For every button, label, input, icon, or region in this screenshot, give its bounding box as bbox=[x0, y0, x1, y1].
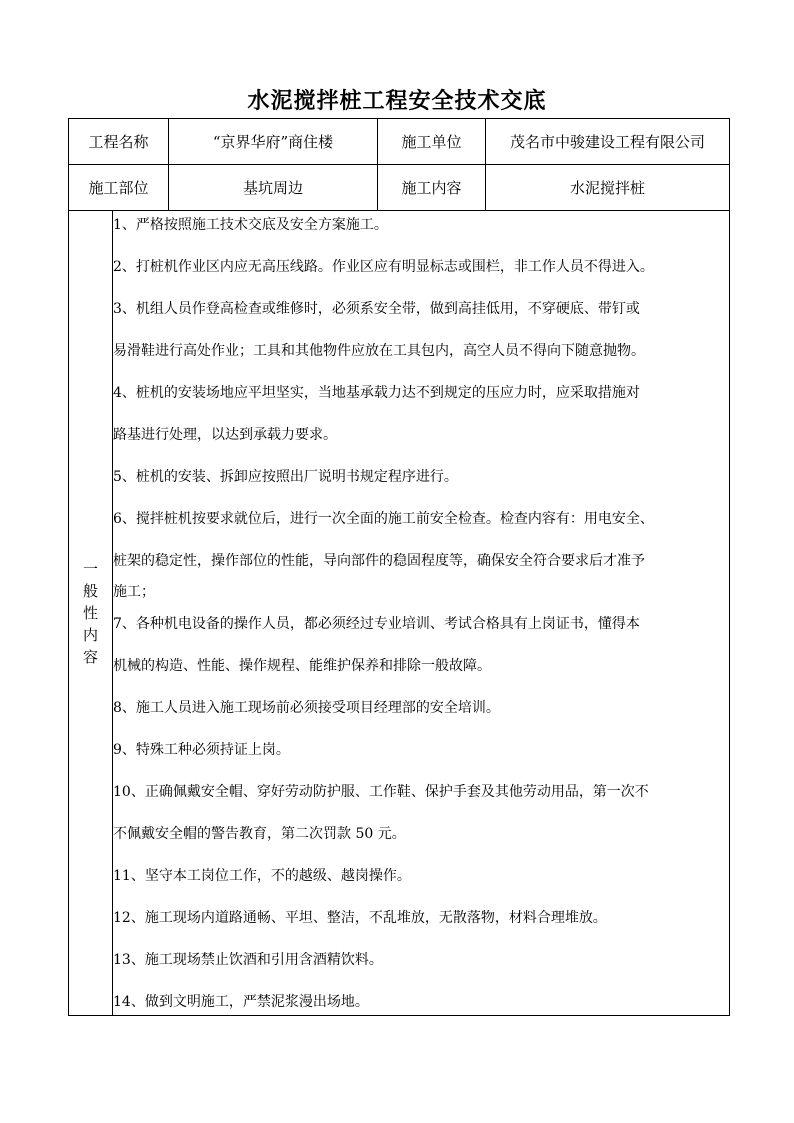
list-item bbox=[113, 740, 729, 760]
work-content-value: 水泥搅拌桩 bbox=[486, 165, 730, 211]
work-location-value: 基坑周边 bbox=[169, 165, 378, 211]
content-cell bbox=[113, 211, 730, 1016]
item-text: 9、特殊工种必须持证上岗。 bbox=[113, 742, 290, 758]
list-item bbox=[113, 950, 729, 970]
list-item bbox=[113, 908, 729, 928]
item-text: 5、桩机的安装、拆卸应按照出厂说明书规定程序进行。 bbox=[113, 469, 458, 485]
list-item bbox=[113, 782, 729, 844]
item-text: 1、严格按照施工技术交底及安全方案施工。 bbox=[113, 217, 388, 233]
item-text-continued: 路基进行处理，以达到承载力要求。 bbox=[113, 427, 337, 443]
disclosure-table bbox=[68, 118, 730, 1016]
item-text-continued: 易滑鞋进行高处作业；工具和其他物件应放在工具包内，高空人员不得向下随意抛物。 bbox=[113, 343, 645, 359]
list-item bbox=[113, 215, 729, 235]
list-item bbox=[113, 509, 729, 602]
item-text-continued: 桩架的稳定性，操作部位的性能，导向部件的稳固程度等，确保安全符合要求后才准予 bbox=[113, 553, 645, 569]
list-item bbox=[113, 383, 729, 445]
document-title: 水泥搅拌桩工程安全技术交底 bbox=[247, 88, 547, 114]
work-location-label: 施工部位 bbox=[69, 165, 169, 211]
item-text: 7、各种机电设备的操作人员，都必须经过专业培训、考试合格具有上岗证书，懂得本 bbox=[113, 616, 640, 632]
content-row bbox=[69, 211, 730, 1016]
item-text-continued: 不佩戴安全帽的警告教育，第二次罚款 50 元。 bbox=[113, 826, 406, 842]
item-text-continued: 机械的构造、性能、操作规程、能维护保养和排除一般故障。 bbox=[113, 658, 491, 674]
item-text: 3、机组人员作登高检查或维修时，必须系安全带，做到高挂低用，不穿硬底、带钉或 bbox=[113, 301, 640, 317]
list-item bbox=[113, 992, 729, 1012]
item-text: 10、正确佩戴安全帽、穿好劳动防护服、工作鞋、保护手套及其他劳动用品，第一次不 bbox=[113, 784, 649, 800]
item-text: 12、施工现场内道路通畅、平坦、整洁，不乱堆放，无散落物，材料合理堆放。 bbox=[113, 910, 607, 926]
project-name-value: “京界华府”商住楼 bbox=[169, 119, 378, 165]
item-text: 11、坚守本工岗位工作，不的越级、越岗操作。 bbox=[113, 868, 411, 884]
header-row-project bbox=[69, 119, 730, 165]
contractor-label: 施工单位 bbox=[378, 119, 486, 165]
header-row-location bbox=[69, 165, 730, 211]
item-text-continued: 施工； bbox=[113, 584, 155, 600]
section-label: 一般性内容 bbox=[82, 560, 98, 666]
item-text: 2、打桩机作业区内应无高压线路。作业区应有明显标志或围栏，非工作人员不得进入。 bbox=[113, 259, 654, 275]
work-content-label: 施工内容 bbox=[378, 165, 486, 211]
contractor-value: 茂名市中骏建设工程有限公司 bbox=[486, 119, 730, 165]
list-item bbox=[113, 299, 729, 361]
item-text: 4、桩机的安装场地应平坦坚实，当地基承载力达不到规定的压应力时，应采取措施对 bbox=[113, 385, 640, 401]
list-item bbox=[113, 467, 729, 487]
item-text: 6、搅拌桩机按要求就位后，进行一次全面的施工前安全检查。检查内容有：用电安全、 bbox=[113, 511, 654, 527]
list-item bbox=[113, 257, 729, 277]
list-item bbox=[113, 698, 729, 718]
item-text: 14、做到文明施工，严禁泥浆漫出场地。 bbox=[113, 994, 369, 1010]
list-item bbox=[113, 866, 729, 886]
item-text: 13、施工现场禁止饮酒和引用含酒精饮料。 bbox=[113, 952, 383, 968]
project-name-label: 工程名称 bbox=[69, 119, 169, 165]
list-item bbox=[113, 614, 729, 676]
section-label-cell bbox=[69, 211, 113, 1016]
item-text: 8、施工人员进入施工现场前必须接受项目经理部的安全培训。 bbox=[113, 700, 500, 716]
